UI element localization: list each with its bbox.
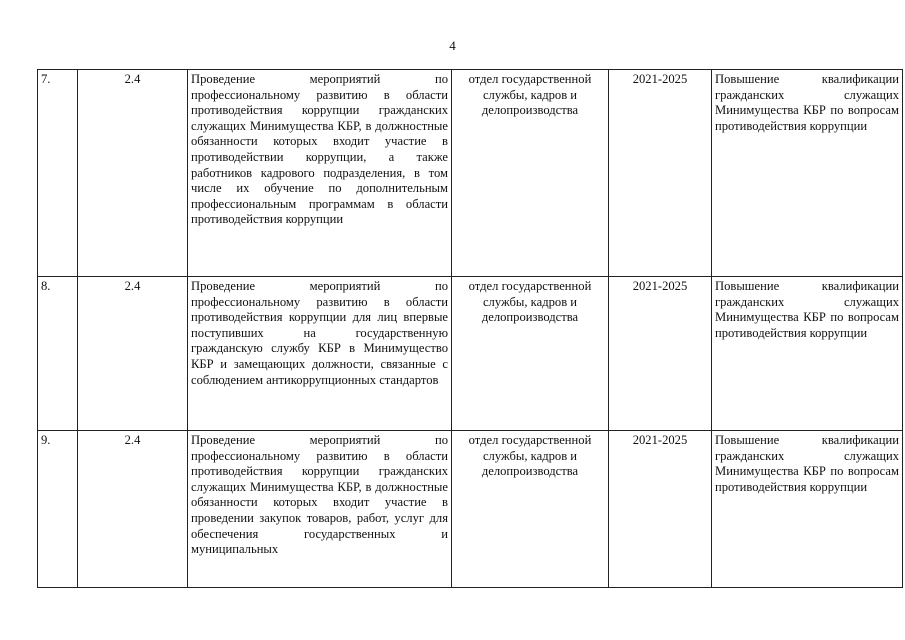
- item-code-cell: 2.4: [78, 431, 188, 588]
- event-description-cell: [188, 431, 452, 588]
- page-number: 4: [449, 38, 456, 53]
- row-number-cell: 7.: [38, 70, 78, 277]
- expected-result-cell: Повышение квалификации гражданских служащих Минимущества КБР по вопросам противодействия коррупции: [712, 431, 903, 588]
- responsible-department-cell: отдел государственной службы, кадров и делопроизводства: [452, 70, 609, 277]
- table-row: [38, 431, 903, 588]
- measures-table: [37, 69, 903, 588]
- responsible-department-cell: отдел государственной службы, кадров и делопроизводства: [452, 277, 609, 431]
- item-code-cell: 2.4: [78, 70, 188, 277]
- event-description-text: Проведение мероприятий по профессиональному развитию в области противодействия коррупции гражданских служащих Минимущества КБР, в должностные обязанности которых входит участие в проведении закупок товаров, работ, услуг для обеспечения государственных и муниципальных: [191, 433, 448, 557]
- event-description-cell: Проведение мероприятий по профессиональному развитию в области противодействия коррупции для лиц впервые поступивших на государственную гражданскую службу КБР в Минимущество КБР и замещающих должности, связанные с соблюдением антикоррупционных стандартов: [188, 277, 452, 431]
- event-description-cell: Проведение мероприятий по профессиональному развитию в области противодействия коррупции гражданских служащих Минимущества КБР, в должностные обязанности которых входит участие в противодействии коррупции, а также работников кадрового подразделения, в том числе их обучение по дополнительным профессиональным программам в области противодействия коррупции: [188, 70, 452, 277]
- row-number-cell: 9.: [38, 431, 78, 588]
- expected-result-cell: Повышение квалификации гражданских служащих Минимущества КБР по вопросам противодействия коррупции: [712, 70, 903, 277]
- responsible-department-cell: отдел государственной службы, кадров и делопроизводства: [452, 431, 609, 588]
- row-number-cell: 8.: [38, 277, 78, 431]
- table-row: [38, 277, 903, 431]
- period-cell: 2021-2025: [609, 70, 712, 277]
- expected-result-cell: Повышение квалификации гражданских служащих Минимущества КБР по вопросам противодействия коррупции: [712, 277, 903, 431]
- item-code-cell: 2.4: [78, 277, 188, 431]
- period-cell: 2021-2025: [609, 431, 712, 588]
- period-cell: 2021-2025: [609, 277, 712, 431]
- table-row: [38, 70, 903, 277]
